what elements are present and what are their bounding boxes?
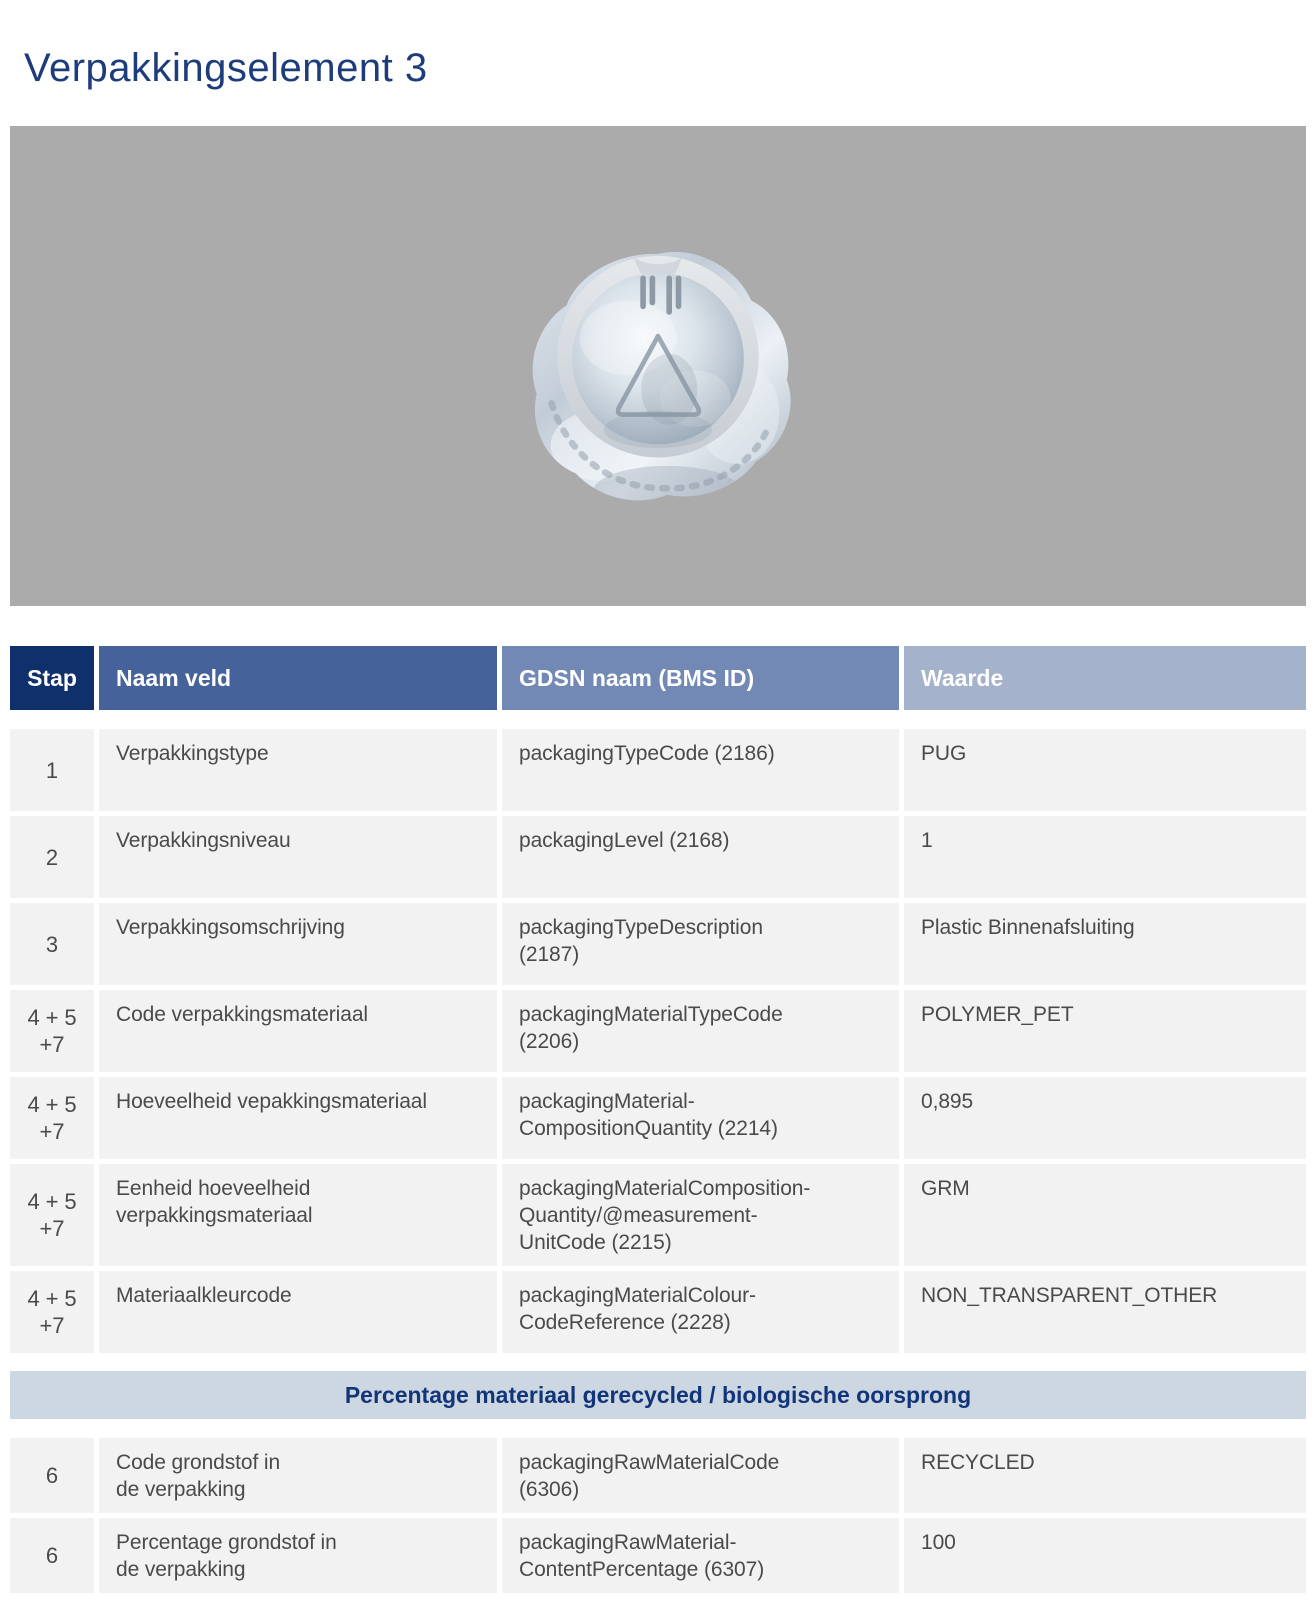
table-row — [10, 1438, 1306, 1513]
cell-naam-veld: Code verpakkingsmateriaal — [99, 990, 497, 1072]
cell-naam-veld: Verpakkingstype — [99, 729, 497, 811]
header-waarde: Waarde — [904, 646, 1306, 710]
cell-waarde: 100 — [904, 1518, 1306, 1593]
cell-naam-veld: Percentage grondstof in de verpakking — [99, 1518, 497, 1593]
cell-gdsn-naam: packagingMaterialTypeCode (2206) — [502, 990, 899, 1072]
cell-gdsn-naam: packagingRawMaterialCode (6306) — [502, 1438, 899, 1513]
cell-waarde: NON_TRANSPARENT_OTHER — [904, 1271, 1306, 1353]
cell-naam-veld: Verpakkingsomschrijving — [99, 903, 497, 985]
header-stap: Stap — [10, 646, 94, 710]
cell-stap: 4 + 5 +7 — [10, 1271, 94, 1353]
cell-waarde: GRM — [904, 1164, 1306, 1266]
cell-stap: 1 — [10, 729, 94, 811]
cell-stap: 6 — [10, 1438, 94, 1513]
table-row — [10, 729, 1306, 811]
cell-gdsn-naam: packagingLevel (2168) — [502, 816, 899, 898]
cell-gdsn-naam: packagingTypeCode (2186) — [502, 729, 899, 811]
packaging-table — [10, 646, 1306, 1593]
cell-waarde: RECYCLED — [904, 1438, 1306, 1513]
cell-gdsn-naam: packagingMaterialComposition- Quantity/@measurement- UnitCode (2215) — [502, 1164, 899, 1266]
table-row — [10, 990, 1306, 1072]
cell-waarde: POLYMER_PET — [904, 990, 1306, 1072]
table-row — [10, 1164, 1306, 1266]
table-row — [10, 816, 1306, 898]
cell-naam-veld: Hoeveelheid vepakkingsmateriaal — [99, 1077, 497, 1159]
table-row — [10, 1077, 1306, 1159]
page-title: Verpakkingselement 3 — [24, 46, 428, 90]
cell-stap: 4 + 5 +7 — [10, 990, 94, 1072]
cell-gdsn-naam: packagingMaterialColour- CodeReference (2228) — [502, 1271, 899, 1353]
header-gdsn-naam: GDSN naam (BMS ID) — [502, 646, 899, 710]
cell-waarde: 1 — [904, 816, 1306, 898]
table-row — [10, 1518, 1306, 1593]
packaging-seal-image — [518, 216, 798, 516]
table-row — [10, 1271, 1306, 1353]
document-page — [0, 46, 1316, 1607]
cell-stap: 4 + 5 +7 — [10, 1164, 94, 1266]
cell-gdsn-naam: packagingRawMaterial- ContentPercentage (6307) — [502, 1518, 899, 1593]
cell-gdsn-naam: packagingMaterial- CompositionQuantity (2214) — [502, 1077, 899, 1159]
packaging-photo — [10, 126, 1306, 606]
cell-stap: 4 + 5 +7 — [10, 1077, 94, 1159]
cell-naam-veld: Code grondstof in de verpakking — [99, 1438, 497, 1513]
cell-stap: 3 — [10, 903, 94, 985]
cell-waarde: 0,895 — [904, 1077, 1306, 1159]
cell-stap: 2 — [10, 816, 94, 898]
section-banner: Percentage materiaal gerecycled / biologische oorsprong — [10, 1371, 1306, 1419]
table-row — [10, 903, 1306, 985]
cell-gdsn-naam: packagingTypeDescription (2187) — [502, 903, 899, 985]
cell-naam-veld: Verpakkingsniveau — [99, 816, 497, 898]
cell-naam-veld: Eenheid hoeveelheid verpakkingsmateriaal — [99, 1164, 497, 1266]
cell-waarde: PUG — [904, 729, 1306, 811]
table-header-row — [10, 646, 1306, 710]
cell-naam-veld: Materiaalkleurcode — [99, 1271, 497, 1353]
header-naam-veld: Naam veld — [99, 646, 497, 710]
cell-stap: 6 — [10, 1518, 94, 1593]
cell-waarde: Plastic Binnenafsluiting — [904, 903, 1306, 985]
table-body — [10, 729, 1306, 1593]
